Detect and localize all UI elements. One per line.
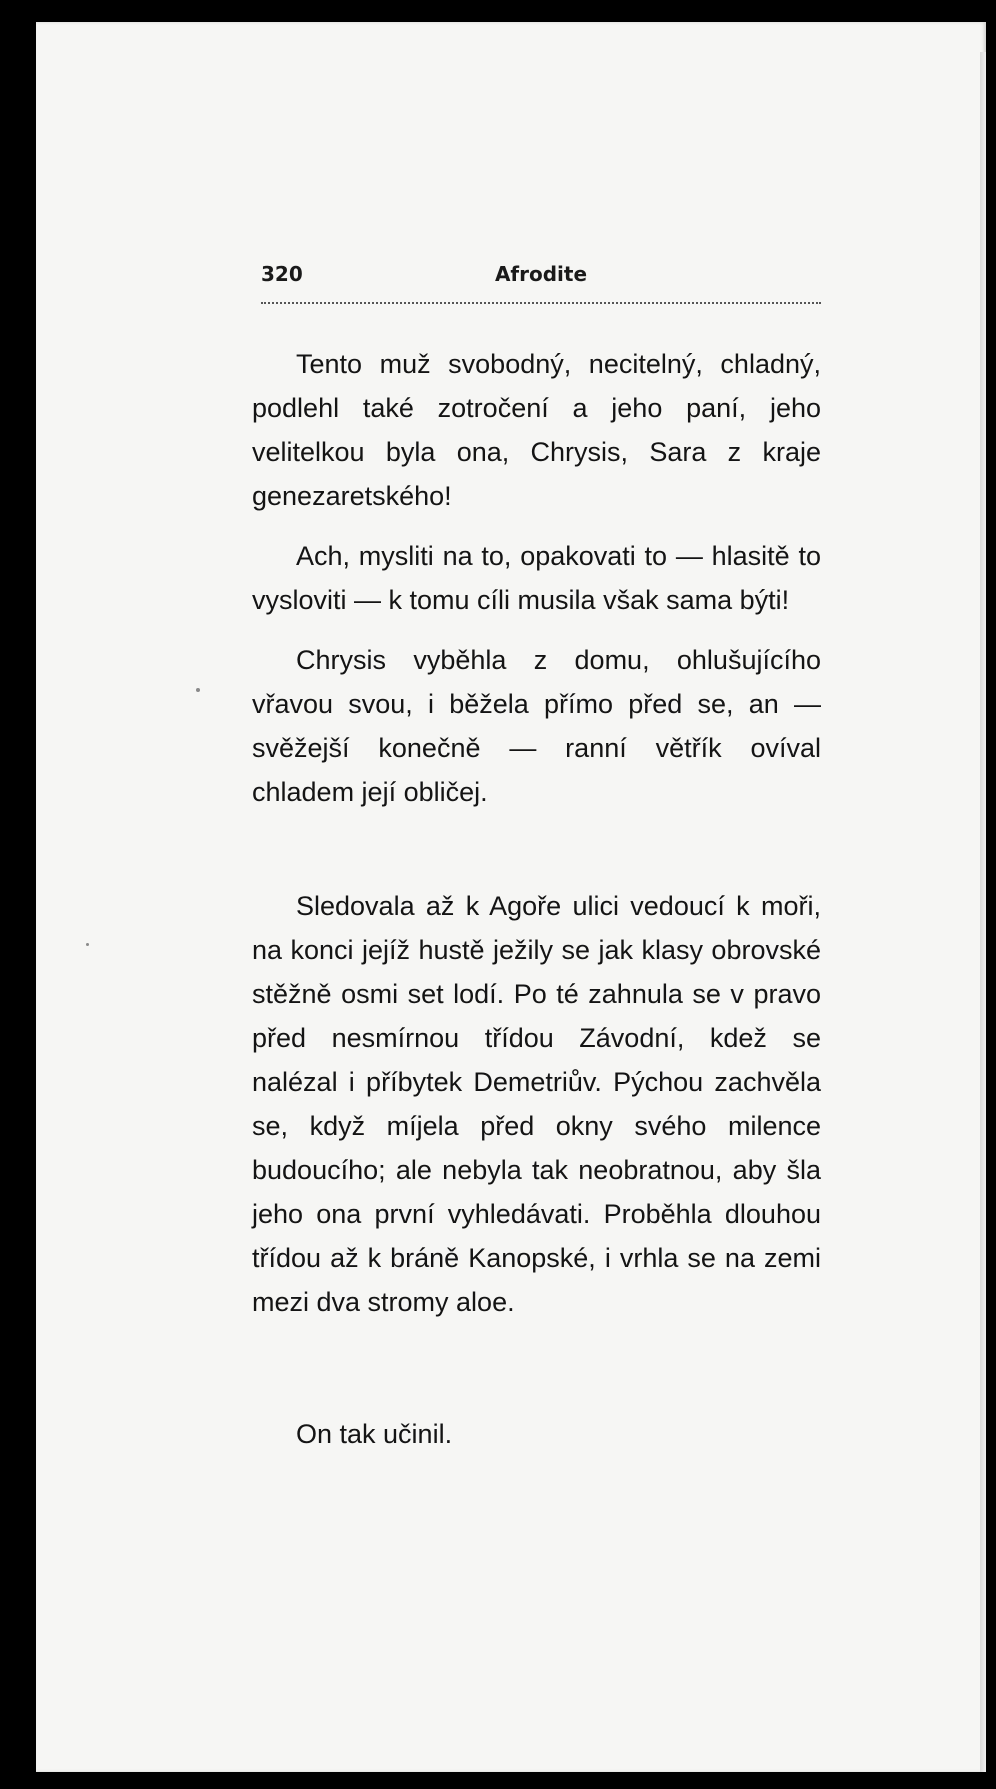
- paragraph: Ach, mysliti na to, opakovati to — hlasitě to vysloviti — k tomu cíli musila však sama býti!: [252, 541, 821, 615]
- paragraph: Sledovala až k Agoře ulici vedoucí k moři, na konci jejíž hustě ježily se jak klasy obrovské stěžně osmi set lodí. Po té zahnula se v pravo před nesmírnou třídou Závodní, kdež se nalézal i příbytek Demetriův. Pýchou zachvěla se, když míjela před okny svého milence budoucího; ale nebyla tak neobratnou, aby šla jeho ona první vyhledávati. Proběhla dlouhou třídou až k bráně Kanopské, i vrhla se na zemi mezi dva stromy aloe.: [252, 891, 821, 1317]
- running-title: Afrodite: [494, 262, 588, 286]
- paper-speck: [86, 943, 89, 946]
- paragraph-gap: [296, 622, 821, 638]
- header-rule: [261, 302, 821, 304]
- page-number: 320: [261, 262, 303, 286]
- section-gap: [296, 814, 821, 884]
- paper-speck: [196, 688, 200, 692]
- paragraph: On tak učinil.: [296, 1419, 453, 1449]
- running-header: [261, 258, 821, 288]
- body-text: [252, 342, 821, 1456]
- page-edge: [980, 52, 986, 1772]
- paragraph: Chrysis vyběhla z domu, ohlušujícího vřavou svou, i běžela přímo před se, an — svěžejší konečně — ranní větřík ovíval chladem její obličej.: [252, 645, 821, 807]
- paragraph: Tento muž svobodný, necitelný, chladný, podlehl také zotročení a jeho paní, jeho velitelkou byla ona, Chrysis, Sara z kraje genezaretského!: [252, 349, 821, 511]
- section-gap: [296, 1324, 821, 1412]
- paragraph-gap: [296, 518, 821, 534]
